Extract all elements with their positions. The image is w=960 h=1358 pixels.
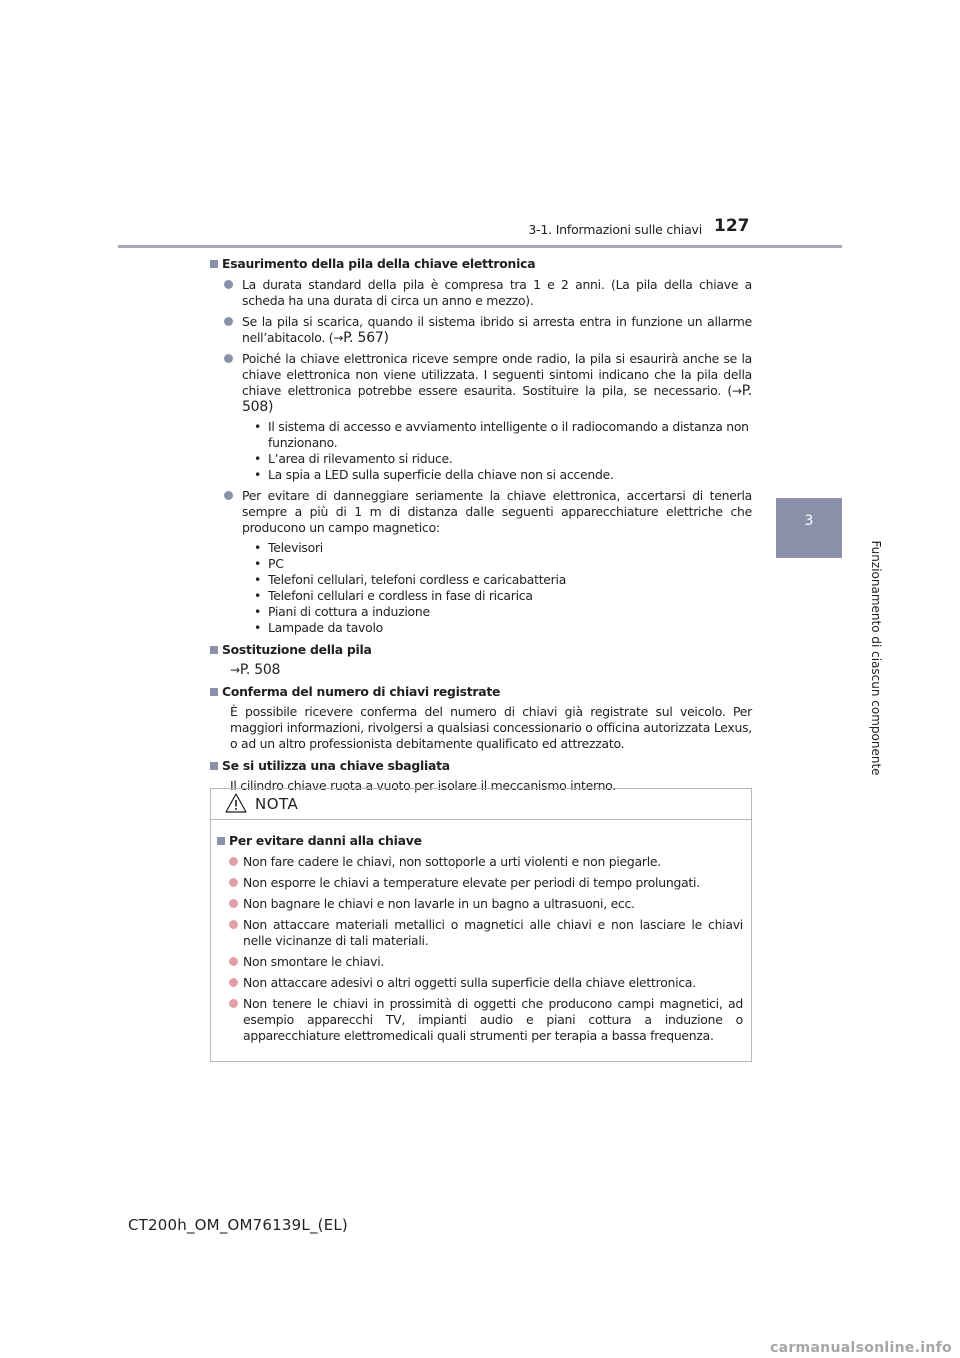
document-code: CT200h_OM_OM76139L_(EL) — [128, 1216, 348, 1234]
section-title: 3-1. Informazioni sulle chiavi — [528, 222, 702, 237]
page-reference-link[interactable]: P. 508 — [239, 662, 281, 678]
square-bullet-icon — [217, 837, 225, 845]
arrow-right-icon: → — [230, 663, 240, 677]
nota-item: Non smontare le chiavi. — [211, 954, 751, 970]
round-bullet-icon — [229, 978, 238, 987]
bullet-item: Per evitare di danneggiare seriamente la chiave elettronica, accertarsi di tenerla sempre a più di 1 m di distanza dalle seguenti apparecchiature elettriche che producono un campo magnetico: — [210, 488, 752, 536]
warning-triangle-icon — [225, 793, 247, 813]
round-bullet-icon — [229, 999, 238, 1008]
round-bullet-icon — [224, 354, 233, 363]
nota-box — [210, 788, 752, 1062]
arrow-right-icon: → — [333, 331, 344, 345]
heading-battery-depletion: Esaurimento della pila della chiave elettronica — [210, 256, 752, 272]
round-bullet-icon — [224, 491, 233, 500]
page-reference-link[interactable]: P. 567) — [343, 330, 389, 346]
square-bullet-icon — [210, 688, 218, 696]
square-bullet-icon — [210, 260, 218, 268]
heading-wrong-key: Se si utilizza una chiave sbagliata — [210, 758, 752, 774]
list-item: • La spia a LED sulla superficie della chiave non si accende. — [254, 467, 614, 482]
watermark[interactable]: carmanualsonline.info — [770, 1340, 952, 1356]
list-item: • Il sistema di accesso e avviamento intelligente o il radiocomando a distanza non funzionano. — [254, 419, 749, 450]
reference-paragraph — [210, 662, 752, 678]
bullet-item: La durata standard della pila è compresa tra 1 e 2 anni. (La pila della chiave a scheda ha una durata di circa un anno e mezzo). — [210, 277, 752, 309]
square-bullet-icon — [210, 646, 218, 654]
nota-heading: Per evitare danni alla chiave — [211, 833, 751, 849]
page-number: 127 — [714, 216, 750, 236]
bullet-item: Poiché la chiave elettronica riceve sempre onde radio, la pila si esaurirà anche se la chiave elettronica non viene utilizzata. I seguenti sintomi indicano che la pila della chiave elettronica potrebbe essere esaurita. Sostituire la pila, se necessario. (→P. 508) — [210, 351, 752, 415]
nota-item: Non bagnare le chiavi e non lavarle in un bagno a ultrasuoni, ecc. — [211, 896, 751, 912]
paragraph: È possibile ricevere conferma del numero di chiavi già registrate sul veicolo. Per maggiori informazioni, rivolgersi a qualsiasi concessionario o officina autorizzata Lexus, o ad un altro professionista debitamente qualificato ed attrezzato. — [230, 704, 752, 751]
list-item: • PC — [254, 556, 284, 571]
nota-item: Non esporre le chiavi a temperature elevate per periodi di tempo prolungati. — [211, 875, 751, 891]
nota-title: NOTA — [255, 795, 299, 813]
heading-key-count: Conferma del numero di chiavi registrate — [210, 684, 752, 700]
round-bullet-icon — [229, 899, 238, 908]
chapter-number: 3 — [804, 513, 814, 529]
nota-header — [211, 789, 751, 820]
list-item: • Lampade da tavolo — [254, 620, 383, 635]
square-bullet-icon — [210, 762, 218, 770]
round-bullet-icon — [229, 920, 238, 929]
nota-body — [211, 833, 751, 1044]
page-reference-link[interactable]: P. 508) — [242, 383, 752, 415]
list-item: • Piani di cottura a induzione — [254, 604, 430, 619]
list-item: • L’area di rilevamento si riduce. — [254, 451, 453, 466]
list-item: • Telefoni cellulari, telefoni cordless e caricabatteria — [254, 572, 567, 587]
symptom-list — [210, 419, 752, 483]
round-bullet-icon — [224, 317, 233, 326]
list-item: • Televisori — [254, 540, 323, 555]
bullet-item: Se la pila si scarica, quando il sistema ibrido si arresta entra in funzione un allarme nell’abitacolo. (→P. 567) — [210, 314, 752, 346]
round-bullet-icon — [224, 280, 233, 289]
paragraph: Il cilindro chiave ruota a vuoto per isolare il meccanismo interno. — [230, 778, 616, 793]
list-item: • Telefoni cellulari e cordless in fase di ricarica — [254, 588, 533, 603]
appliance-list — [210, 540, 752, 636]
nota-item: Non attaccare adesivi o altri oggetti sulla superficie della chiave elettronica. — [211, 975, 751, 991]
round-bullet-icon — [229, 957, 238, 966]
header-rule — [118, 245, 842, 248]
nota-item: Non tenere le chiavi in prossimità di oggetti che producono campi magnetici, ad esempio apparecchi TV, impianti audio e piani cottura a induzione o apparecchiature elettromedicali quali strumenti per terapia a bassa frequenza. — [211, 996, 751, 1044]
nota-item: Non fare cadere le chiavi, non sottoporle a urti violenti e non piegarle. — [211, 854, 751, 870]
heading-battery-replacement: Sostituzione della pila — [210, 642, 752, 658]
main-content — [210, 256, 752, 794]
chapter-title: Funzionamento di ciascun componente — [869, 540, 883, 776]
round-bullet-icon — [229, 878, 238, 887]
nota-item: Non attaccare materiali metallici o magnetici alle chiavi e non lasciare le chiavi nelle vicinanze di tali materiali. — [211, 917, 751, 949]
arrow-right-icon: → — [731, 384, 742, 398]
round-bullet-icon — [229, 857, 238, 866]
